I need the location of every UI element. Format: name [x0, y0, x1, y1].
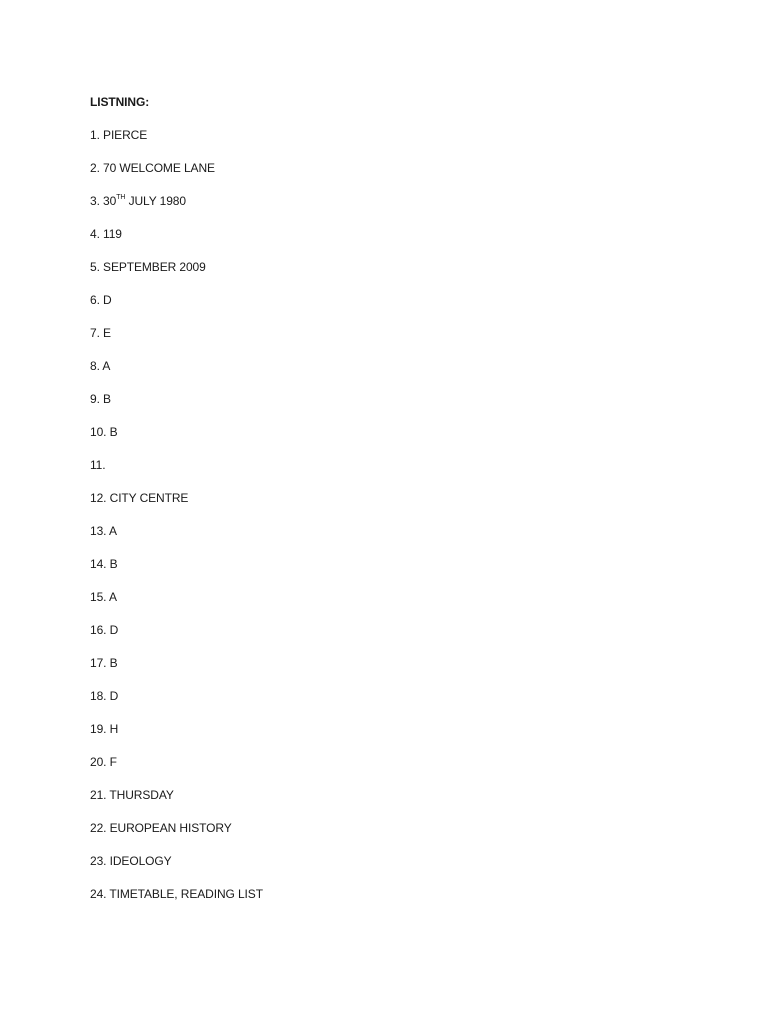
document-heading: LISTNING:	[90, 95, 150, 109]
answer-item	[90, 853, 690, 869]
answer-item	[90, 556, 690, 572]
answer-item	[90, 160, 690, 176]
answer-list	[90, 127, 690, 902]
answer-number: 10.	[90, 425, 107, 439]
answer-item	[90, 358, 690, 374]
answer-number: 17.	[90, 656, 107, 670]
answer-text: TIMETABLE, READING LIST	[109, 887, 263, 901]
answer-number: 9.	[90, 392, 100, 406]
answer-text: A	[102, 359, 111, 373]
answer-text: B	[109, 425, 118, 439]
answer-item	[90, 325, 690, 341]
answer-text: 119	[103, 227, 122, 241]
answer-item	[90, 391, 690, 407]
answer-number: 22.	[90, 821, 107, 835]
answer-number: 7.	[90, 326, 100, 340]
answer-number: 19.	[90, 722, 107, 736]
answer-item	[90, 490, 690, 506]
answer-text: D	[109, 689, 119, 703]
answer-item	[90, 688, 690, 704]
answer-item	[90, 787, 690, 803]
answer-item	[90, 721, 690, 737]
answer-item	[90, 655, 690, 671]
answer-number: 2.	[90, 161, 100, 175]
answer-item	[90, 622, 690, 638]
answer-text: A	[108, 590, 117, 604]
answer-number: 3.	[90, 194, 100, 208]
answer-item	[90, 886, 690, 902]
answer-item	[90, 424, 690, 440]
answer-text: 30	[103, 194, 117, 208]
answer-text-suffix: JULY 1980	[125, 194, 186, 208]
answer-item	[90, 589, 690, 605]
answer-number: 24.	[90, 887, 107, 901]
answer-item	[90, 457, 690, 473]
answer-text: B	[103, 392, 111, 406]
answer-text: THURSDAY	[109, 788, 174, 802]
answer-number: 11.	[90, 458, 106, 472]
answer-item	[90, 523, 690, 539]
answer-number: 18.	[90, 689, 107, 703]
answer-text: E	[103, 326, 111, 340]
answer-item	[90, 193, 690, 209]
answer-text: D	[103, 293, 112, 307]
answer-number: 21.	[90, 788, 107, 802]
answer-text: D	[109, 623, 119, 637]
answer-text: EUROPEAN HISTORY	[109, 821, 232, 835]
answer-number: 1.	[90, 128, 100, 142]
answer-text: SEPTEMBER 2009	[103, 260, 206, 274]
answer-number: 13.	[90, 524, 107, 538]
answer-number: 8.	[90, 359, 100, 373]
answer-superscript: TH	[116, 194, 126, 201]
answer-text: F	[109, 755, 117, 769]
answer-number: 5.	[90, 260, 100, 274]
answer-text: 70 WELCOME LANE	[103, 161, 215, 175]
answer-number: 14.	[90, 557, 107, 571]
answer-item	[90, 292, 690, 308]
answer-item	[90, 259, 690, 275]
answer-text: B	[109, 656, 118, 670]
answer-item	[90, 820, 690, 836]
answer-text: B	[109, 557, 118, 571]
answer-text: IDEOLOGY	[109, 854, 172, 868]
answer-text: H	[109, 722, 119, 736]
answer-text: CITY CENTRE	[109, 491, 189, 505]
answer-number: 15.	[90, 590, 107, 604]
answer-text: A	[108, 524, 117, 538]
document-content	[90, 94, 690, 919]
answer-number: 20.	[90, 755, 107, 769]
answer-number: 12.	[90, 491, 107, 505]
answer-number: 6.	[90, 293, 100, 307]
answer-number: 4.	[90, 227, 100, 241]
answer-item	[90, 127, 690, 143]
answer-item	[90, 754, 690, 770]
answer-text: PIERCE	[103, 128, 148, 142]
answer-item	[90, 226, 690, 242]
answer-number: 16.	[90, 623, 107, 637]
answer-number: 23.	[90, 854, 107, 868]
